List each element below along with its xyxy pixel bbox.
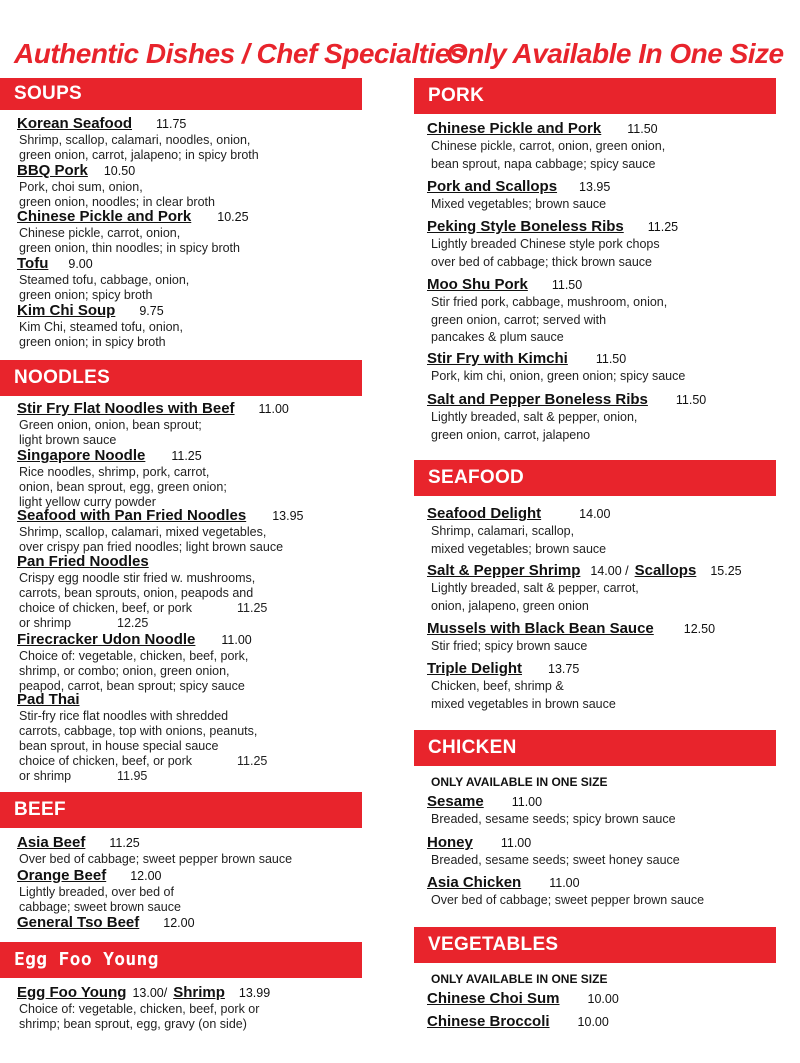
section-header-vegetables: VEGETABLES (414, 927, 776, 963)
menu-item-title-line (17, 400, 289, 418)
menu-item-title-line (427, 660, 616, 678)
menu-item-name: BBQ Pork (17, 162, 88, 179)
menu-item-price: 14.00 / (590, 564, 629, 578)
menu-item-title-line (427, 218, 678, 236)
menu-item-name: Salt & Pepper Shrimp (427, 562, 581, 579)
section-header-beef: BEEF (0, 792, 362, 828)
menu-item-price: 11.25 (647, 220, 679, 234)
menu-item-description: Shrimp, calamari, scallop, (431, 524, 575, 538)
section-header-egg-foo-young: Egg Foo Young (0, 942, 362, 978)
section-header-seafood: SEAFOOD (414, 460, 776, 496)
menu-item-description: Shrimp, scallop, calamari, mixed vegetables, (19, 525, 267, 539)
menu-item-name: Kim Chi Soup (17, 302, 116, 319)
menu-item-title-line (17, 255, 189, 273)
menu-item-option (17, 601, 267, 616)
menu-item-description: green onion, noodles; in clear broth (19, 195, 215, 209)
menu-item-name: Stir Fry Flat Noodles with Beef (17, 400, 235, 417)
menu-item-name: General Tso Beef (17, 914, 140, 931)
menu-item-price: 10.00 (577, 1015, 609, 1029)
menu-item-price: 11.50 (675, 393, 707, 407)
menu-item-name: Stir Fry with Kimchi (427, 350, 568, 367)
menu-item-description: over crispy pan fried noodles; light brown sauce (19, 540, 284, 554)
menu-item-description: Green onion, onion, bean sprout; (19, 418, 202, 432)
menu-item-price: 13.75 (548, 662, 580, 676)
menu-item-description: green onion; spicy broth (19, 288, 153, 302)
menu-item-description: cabbage; sweet brown sauce (19, 900, 181, 914)
menu-item (17, 115, 259, 163)
menu-item-name: Seafood with Pan Fried Noodles (17, 507, 247, 524)
menu-item-title-line (427, 562, 742, 580)
menu-item-price: 11.75 (156, 117, 187, 131)
menu-item-title-line (17, 162, 215, 180)
menu-item-description: Choice of: vegetable, chicken, beef, pork, (19, 649, 249, 663)
menu-item-name: Honey (427, 834, 473, 851)
option-label: or shrimp (19, 769, 72, 783)
menu-item-description: Steamed tofu, cabbage, onion, (19, 273, 190, 287)
headline-one-size: Only Available In One Size (446, 38, 784, 69)
menu-item-description: Pork, kim chi, onion, green onion; spicy sauce (431, 369, 686, 383)
menu-item-name: Pork and Scallops (427, 178, 558, 195)
menu-item-price: 11.00 (549, 876, 580, 890)
menu-item-option (17, 769, 267, 784)
menu-item (427, 178, 610, 214)
menu-item-price: 13.00/ (132, 986, 168, 1000)
menu-item-description: green onion, thin noodles; in spicy broth (19, 241, 240, 255)
menu-item (17, 447, 227, 510)
menu-item-name: Chinese Pickle and Pork (17, 208, 192, 225)
menu-item-price: 11.50 (551, 278, 583, 292)
menu-item (17, 984, 270, 1032)
menu-item-price: 11.50 (595, 352, 627, 366)
menu-item-title-line (17, 302, 183, 320)
menu-item-price: 13.95 (272, 509, 304, 523)
menu-item-title-line (17, 447, 227, 465)
menu-item (427, 620, 715, 656)
menu-item-description: Breaded, sesame seeds; sweet honey sauce (431, 853, 680, 867)
menu-item (427, 120, 665, 173)
menu-item-description: Kim Chi, steamed tofu, onion, (19, 320, 183, 334)
menu-item-description: light brown sauce (19, 433, 117, 447)
menu-item-title-line (17, 914, 195, 932)
menu-item-alt-name: Shrimp (173, 984, 225, 1001)
menu-item (17, 162, 215, 210)
menu-item-title-line (17, 691, 267, 709)
section-header-pork: PORK (414, 78, 776, 114)
menu-item (427, 990, 619, 1008)
menu-item-description: Stir fried; spicy brown sauce (431, 639, 588, 653)
menu-item-price: 11.00 (511, 795, 543, 809)
menu-item-title-line (427, 620, 715, 638)
menu-item-alt-price: 15.25 (710, 564, 742, 578)
menu-item-price: 9.75 (139, 304, 164, 318)
menu-item-description: mixed vegetables; brown sauce (431, 541, 607, 556)
option-label: choice of chicken, beef, or pork (19, 601, 193, 615)
menu-item-name: Salt and Pepper Boneless Ribs (427, 391, 648, 408)
menu-item-price: 10.00 (587, 992, 619, 1006)
menu-item-title-line (427, 178, 610, 196)
menu-item-description: shrimp; bean sprout, egg, gravy (on side) (19, 1017, 247, 1031)
menu-item-name: Firecracker Udon Noodle (17, 631, 196, 648)
menu-item-description: Lightly breaded, over bed of (19, 885, 174, 899)
option-price: 11.25 (237, 601, 268, 615)
menu-item-description: green onion; in spicy broth (19, 335, 166, 349)
menu-item-description: over bed of cabbage; thick brown sauce (431, 254, 652, 269)
menu-item-price: 13.95 (579, 180, 611, 194)
menu-item-description: bean sprout, napa cabbage; spicy sauce (431, 156, 656, 171)
menu-item-name: Korean Seafood (17, 115, 133, 132)
menu-item-name: Tofu (17, 255, 49, 272)
menu-item-name: Peking Style Boneless Ribs (427, 218, 624, 235)
menu-item-description: Chicken, beef, shrimp & (431, 679, 564, 693)
menu-item-description: Lightly breaded Chinese style pork chops (431, 237, 660, 251)
menu-item-description: Chinese pickle, carrot, onion, (19, 226, 181, 240)
menu-item (427, 874, 704, 910)
menu-item (17, 400, 289, 448)
menu-item-title-line (17, 208, 249, 226)
menu-item-description: green onion, carrot; served with (431, 312, 607, 327)
option-price: 12.25 (117, 616, 149, 630)
menu-item-name: Chinese Broccoli (427, 1013, 550, 1030)
menu-item-price: 11.50 (627, 122, 658, 136)
menu-item-name: Seafood Delight (427, 505, 542, 522)
menu-item-price: 10.25 (217, 210, 249, 224)
menu-item (17, 255, 189, 303)
menu-item-description: carrots, cabbage, top with onions, peanuts, (19, 724, 258, 738)
menu-item-title-line (17, 631, 252, 649)
menu-item-description: Over bed of cabbage; sweet pepper brown sauce (19, 852, 293, 866)
menu-item-name: Egg Foo Young (17, 984, 127, 1001)
menu-item (17, 834, 292, 867)
menu-item-title-line (427, 990, 619, 1008)
menu-item-name: Pad Thai (17, 691, 80, 708)
menu-item (427, 562, 742, 615)
menu-item-description: Lightly breaded, salt & pepper, carrot, (431, 581, 639, 595)
menu-item (17, 507, 303, 555)
menu-item (427, 276, 667, 347)
menu-item-name: Pan Fried Noodles (17, 553, 149, 570)
menu-item-description: green onion, carrot, jalapeno (431, 427, 591, 442)
menu-item-title-line (17, 553, 267, 571)
menu-item-title-line (427, 834, 680, 852)
chicken-size-note: ONLY AVAILABLE IN ONE SIZE (431, 775, 608, 789)
menu-item-price: 12.00 (130, 869, 162, 883)
menu-item (427, 391, 706, 444)
menu-item-name: Chinese Pickle and Pork (427, 120, 602, 137)
option-price: 11.25 (237, 754, 268, 768)
menu-item-title-line (427, 1013, 609, 1031)
option-label: choice of chicken, beef, or pork (19, 754, 193, 768)
menu-item-title-line (17, 834, 292, 852)
vegetables-size-note: ONLY AVAILABLE IN ONE SIZE (431, 972, 608, 986)
menu-item (427, 218, 678, 271)
menu-item-description: shrimp, or combo; onion, green onion, (19, 664, 230, 678)
menu-item (427, 834, 680, 870)
menu-item-title-line (427, 505, 610, 523)
menu-item-description: Chinese pickle, carrot, onion, green onion, (431, 139, 666, 153)
menu-item-title-line (427, 793, 676, 811)
menu-item-price: 11.00 (258, 402, 289, 416)
menu-item-price: 11.25 (109, 836, 140, 850)
menu-item-name: Sesame (427, 793, 484, 810)
menu-item-description: carrots, bean sprouts, onion, peapods and (19, 586, 254, 600)
menu-item-description: peapod, carrot, bean sprout; spicy sauce (19, 679, 245, 693)
menu-headline (0, 34, 800, 74)
menu-item-title-line (427, 120, 665, 138)
menu-item (17, 691, 267, 784)
menu-item-title-line (17, 867, 181, 885)
menu-item-price: 10.50 (103, 164, 136, 178)
menu-item-price: 9.00 (68, 257, 93, 271)
menu-item-title-line (17, 115, 259, 133)
headline-specialties: Authentic Dishes / Chef Specialties (14, 38, 465, 69)
menu-item-description: onion, jalapeno, green onion (431, 598, 589, 613)
menu-item-title-line (17, 984, 270, 1002)
menu-item-description: onion, bean sprout, egg, green onion; (19, 480, 227, 494)
menu-item-price: 12.50 (683, 622, 716, 636)
menu-item-description: Stir-fry rice flat noodles with shredded (19, 709, 229, 723)
menu-item-title-line (427, 276, 667, 294)
menu-item-description: light yellow curry powder (19, 495, 156, 509)
menu-item-price: 11.00 (500, 836, 532, 850)
menu-item-option (17, 754, 267, 769)
menu-item-description: Choice of: vegetable, chicken, beef, pork or (19, 1002, 260, 1016)
menu-item-option (17, 616, 267, 631)
menu-item-description: green onion, carrot, jalapeno; in spicy broth (19, 148, 259, 162)
section-header-chicken: CHICKEN (414, 730, 776, 766)
menu-item-description: Crispy egg noodle stir fried w. mushrooms, (19, 571, 256, 585)
menu-item-description: pancakes & plum sauce (431, 330, 564, 344)
menu-item-description: Mixed vegetables; brown sauce (431, 197, 607, 211)
menu-item (17, 553, 267, 631)
menu-item (17, 914, 195, 932)
menu-item (17, 302, 183, 350)
menu-item (427, 660, 616, 713)
menu-item-description: Stir fried pork, cabbage, mushroom, onion, (431, 295, 668, 309)
menu-item-name: Moo Shu Pork (427, 276, 528, 293)
menu-item-description: Rice noodles, shrimp, pork, carrot, (19, 465, 210, 479)
menu-item (427, 1013, 609, 1031)
menu-item-name: Singapore Noodle (17, 447, 146, 464)
menu-item-title-line (427, 391, 706, 409)
menu-item-description: Shrimp, scallop, calamari, noodles, onion, (19, 133, 251, 147)
menu-item-name: Triple Delight (427, 660, 523, 677)
menu-item-title-line (17, 507, 303, 525)
menu-item-title-line (427, 874, 704, 892)
menu-item-price: 11.00 (221, 633, 252, 647)
menu-item-name: Mussels with Black Bean Sauce (427, 620, 654, 637)
menu-item-description: Breaded, sesame seeds; spicy brown sauce (431, 812, 676, 826)
section-header-soups: SOUPS (0, 78, 362, 110)
menu-item-name: Asia Beef (17, 834, 86, 851)
menu-item-alt-name: Scallops (634, 562, 697, 579)
option-label: or shrimp (19, 616, 72, 630)
menu-item-description: Lightly breaded, salt & pepper, onion, (431, 410, 638, 424)
menu-item-alt-price: 13.99 (238, 986, 271, 1000)
menu-item-price: 11.25 (171, 449, 202, 463)
menu-item (17, 208, 249, 256)
menu-item-description: Pork, choi sum, onion, (19, 180, 143, 194)
menu-item-description: bean sprout, in house special sauce (19, 739, 219, 753)
menu-item-name: Orange Beef (17, 867, 107, 884)
menu-item (427, 350, 685, 386)
menu-item-price: 12.00 (163, 916, 195, 930)
menu-item-description: mixed vegetables in brown sauce (431, 696, 616, 711)
menu-item (427, 793, 676, 829)
menu-item-description: Over bed of cabbage; sweet pepper brown sauce (431, 893, 705, 907)
menu-item-price: 14.00 (579, 507, 611, 521)
option-price: 11.95 (117, 769, 148, 783)
menu-item (427, 505, 610, 558)
menu-item (17, 631, 252, 694)
menu-item-name: Asia Chicken (427, 874, 522, 891)
section-header-noodles: NOODLES (0, 360, 362, 396)
menu-item (17, 867, 181, 915)
menu-item-title-line (427, 350, 685, 368)
menu-item-name: Chinese Choi Sum (427, 990, 560, 1007)
